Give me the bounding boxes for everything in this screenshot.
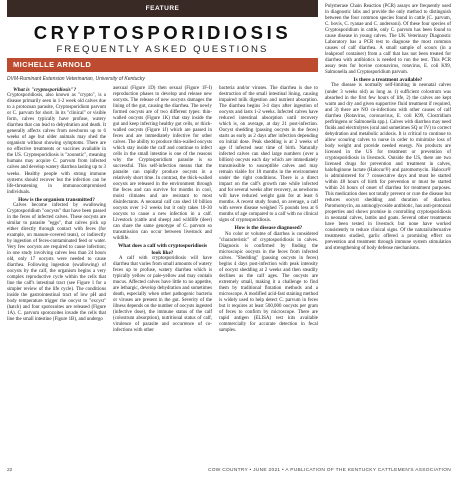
body-paragraph: Calves become infected by swallowing Cryptosporidium "oocysts" that have been passed in the feces of infected calves. These oocysts are similar to parasite "eggs", that calves pick up either directly through contact with feces (for example, on manure-covered teats), or indirectly by ingestion of feces-contaminated feed or water. Very few oocysts are required to cause infection; in one study involving calves less than 24 hours old, only 17 oocysts were needed to cause diarrhea. Following ingestion (swallowing) of oocysts by the calf, the organism begins a very complex reproductive cycle within the cells that line the calf's intestinal tract (see Figure 1 for a simpler review of the life cycle). The conditions inside the gastrointestinal tract of low pH and body temperature trigger the oocyst to "excyst" (hatch) and four sporozoites are released (Figure 1A). C. parvum sporozoites invade the cells that line the small intestine (Figure 1B), and undergo [7,202,106,323]
author-affiliation: DVM-Ruminant Extension Veterinarian, University of Kentucky [7,76,145,82]
author-name: MICHELLE ARNOLD [13,60,92,69]
section-label: FEATURE [145,5,180,12]
page-footer [7,468,451,476]
body-paragraph: Cryptosporidiosis, also known as "crypto", is a disease primarily seen in 1-2 week old calves due to a protozoan parasite, Cryptosporidium parvum or C. parvum for short. In its "clinical" or visible form, calves typically have profuse, watery diarrhea that can lead to dehydration and death. It generally affects calves from newborns up to 6 weeks of age but older animals may shed the organism without showing symptoms. There are no effective treatments or vaccines available in the US. Cryptosporidiosis is "zoonotic", meaning humans may acquire C. parvum from infected calves and develop watery diarrhea lasting up to 3 weeks. Healthy people with strong immune systems should recover but the infection can be life-threatening in immunocompromised individuals. [7,93,106,195]
column-2 [113,86,212,446]
question-heading: What is "cryptosporidiosis"? [13,87,77,93]
question-heading: How is the disease diagnosed? [234,225,303,232]
section-label-band [7,0,318,17]
article-subtitle: FREQUENTLY ASKED QUESTIONS [56,44,269,55]
question-heading: What does a calf with cryptosporidiosis look like? [117,243,208,256]
column-1 [7,86,106,446]
question-heading: How is the organism transmitted? [18,196,95,203]
column-3 [219,86,318,446]
body-paragraph: The disease is normally self-limiting in neonatal calves (under 3 weeks old) as long as 1) sufficient colostrum was absorbed in the first few hours of life, 2) the calves are kept warm and dry and given supportive fluid treatment if required, and 3) there are NO co-infections with other causes of calf diarrhea (Rotavirus, coronavirus, E. coli K99, Clostridium perfringens or Salmonella spp.). Calves with diarrhea may need fluids and electrolytes (oral and sometimes SQ or IV) to correct dehydration and metabolic acidosis. It is critical to continue to allow scouring calves to nurse in order to minimize loss of body weight and provide needed energy. No products are licensed in the US for treatment or prevention of cryptosporidiosis in livestock. Outside the US, there are two licensed drugs for prevention and treatment in calves, halofuginone lactate (Halocur®) and paromomycin. Halocur® is administered for 7 consecutive days and must be started within 48 hours of birth for prevention or must be started within 24 hours of onset of diarrhea for treatment purposes. This medication does not totally prevent or cure the disease but reduces oocyst shedding and duration of diarrhea. Paromomycin, an aminoglycoside antibiotic, has anti-protozoal properties and shows promise in controlling cryptosporidiosis in neonatal calves, lambs and goats. Several other treatments have been tested in livestock but none have worked consistently to reduce clinical signs. Of the natural/alternative treatments studied, garlic offered a promising effect on prevention and treatment through immune system stimulation and strengthening of body defense mechanisms. [325,83,451,251]
author-bar [7,58,318,72]
column-4 [325,4,451,446]
body-paragraph: A calf with cryptosporidiosis will have diarrhea that varies from small amounts of watery feces up to profuse, watery diarrhea which is typically yellow or pale-yellow and may contain mucus. Affected calves have little to no appetite, are lethargic, develop dehydration and sometimes death, especially when other pathogenic bacteria or viruses are present in the gut. Severity of the illness depends on the number of oocysts ingested (infective dose), the immune status of the calf (colostrum absorption), nutritional status of calf, virulence of parasite and occurrence of co-infections with other [113,256,212,334]
question-heading: Is there a treatment available? [353,77,423,84]
body-paragraph: Polymerase Chain Reaction (PCR) assays are frequently used in diagnostic labs and provide the only method to distinguish between the four common species found in cattle (C. parvum, C. bovis, C. ryanae and C. andersoni). Of these four species of Cryptosporidium in cattle, only C. parvum has been found to cause disease in young calves. The UK Veterinary Diagnostic Laboratory has a PCR test to diagnose the most common causes of calf diarrhea. A small sample of scours (in a leakproof container) from a calf that has not been treated for diarrhea with antibiotics is needed to run the test. This PCR assay tests for bovine coronavirus, rotavirus, E. coli K99, Salmonella and Cryptosporidium parvum. [325,4,451,76]
body-paragraph: asexual (Figure 1D) then sexual (Figure 1F-I) reproduction phases to develop and release new oocysts. The release of new oocysts damages the lining of the gut, causing the diarrhea. The newly formed oocysts are of two different types: thin-walled oocysts (Figure 1K) that stay inside the gut and keep infecting healthy gut cells, or thick-walled oocysts (Figure 1J) which are passed in feces and are immediately infective for other calves. The ability to produce thin-walled oocysts which stay inside the calf and continue to infect cells in the small intestine is one of the reasons why the Cryptosporidium parasite is so successful. This self-infection means that the parasite can rapidly produce oocysts in a relatively short time. In contrast, the thick-walled oocysts are released in the environment through the feces and can survive for months in cool, moist climates and are resistant to most disinfectants. A neonatal calf can shed 10 billion oocysts over 1-2 weeks but it only takes 10-30 oocysts to cause a new infection in a calf. Livestock (cattle and sheep) and wildlife (deer) can share the same genotype of C. parvum so transmission can occur between livestock and wildlife. [113,86,212,242]
publication-line: COW COUNTRY • JUNE 2021 • A PUBLICATION OF THE KENTUCKY CATTLEMEN'S ASSOCIATION [208,468,451,473]
body-paragraph: bacteria and/or viruses. The diarrhea is due to destruction of the small intestinal lining, causing impaired milk digestion and nutrient absorption. The diarrhea begins 3-4 days after ingestion of oocysts and lasts 1-2 weeks. Infected calves have reduced intestinal absorption until recovery which is, on average, at day 21 post-infection. Oocyst shedding (passing oocysts in the feces) starts as early as 2 days after infection depending on initial dose. Peak shedding is at 2 weeks of age if infected near time of birth. Naturally infected calves can shed large numbers (over a billion) oocysts each day which are immediately transmissible to susceptible calves and may remain viable for 18 months in the environment under the right conditions. There is a direct impact on the calf's growth rate while infected and for several weeks after recovery, as newborns will have reduced weight gain for at least 6 months. A recent study found, on average, a calf with severe disease weighed 75 pounds less at 6 months of age compared to a calf with no clinical signs of cryptosporidiosis. [219,86,318,224]
article-title: CRYPTOSPORIDIOSIS [33,22,292,43]
page-number: 22 [7,468,13,473]
body-paragraph: No color or volume of diarrhea is considered "characteristic" of cryptosporidiosis in calves. Diagnosis is confirmed by finding the microscopic oocysts in the feces from infected calves. "Shedding" (passing oocysts in feces) begins 4 days post-infection with peak intensity of oocyst shedding at 2 weeks and then steadily declines as the calf ages. The oocysts are extremely small, making it a challenge to find them by traditional flotation methods and a microscope. A modified acid-fast staining method is widely used to help detect C. parvum in feces but it requires at least 500,000 oocysts per gram of feces to confirm by microscope. There are rapid antigen (ELISA) test kits available commercially for accurate detection in fecal samples. [219,231,318,333]
